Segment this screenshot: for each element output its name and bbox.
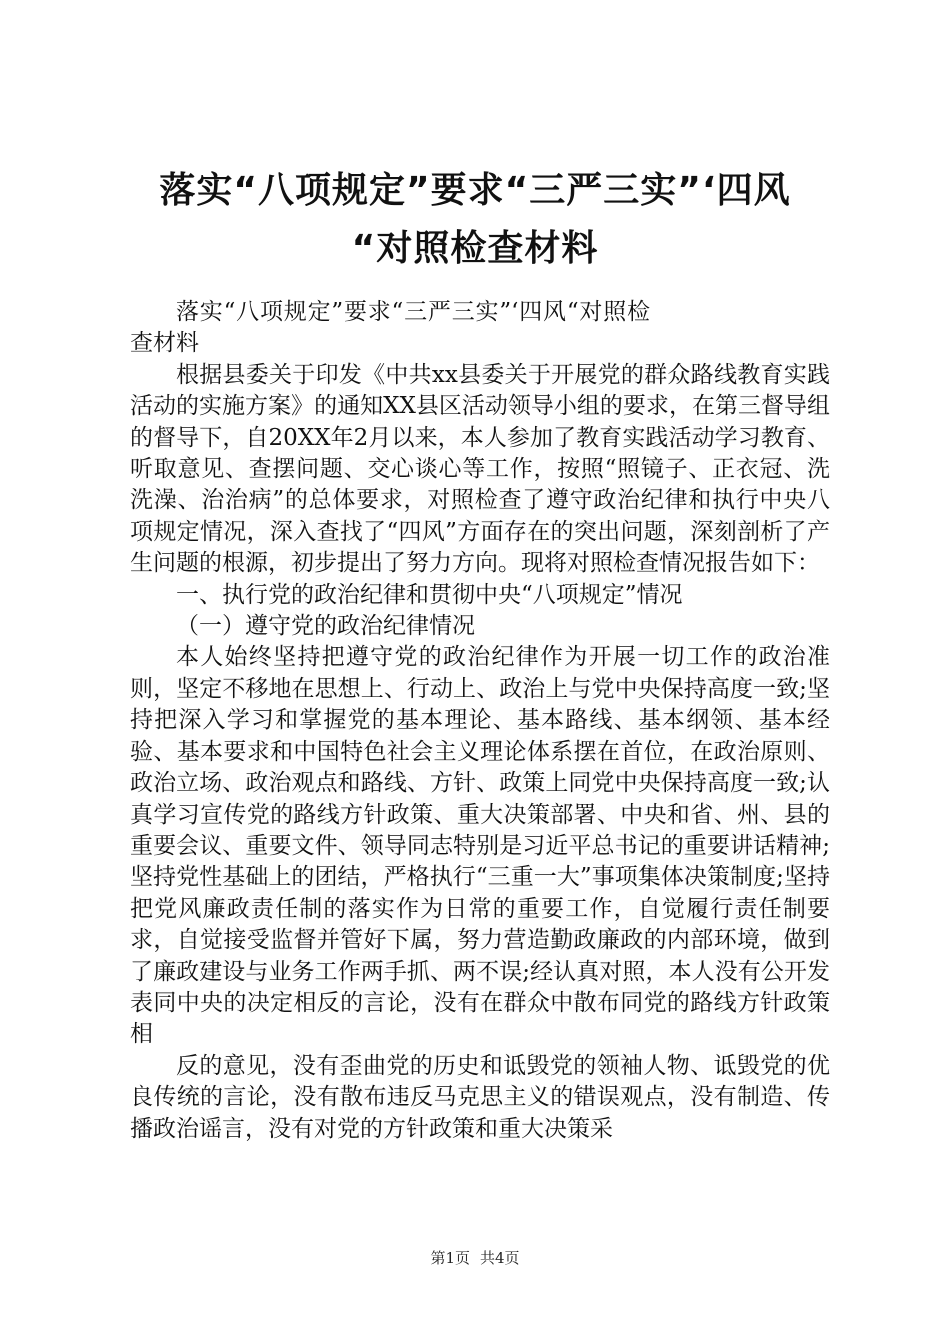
document-title-line-1: 落实“八项规定”要求“三严三实”‘四风 <box>159 170 791 211</box>
paragraph-body-continued: 反的意见，没有歪曲党的历史和诋毁党的领袖人物、诋毁党的优良传统的言论，没有散布违反马克思主义的错误观点，没有制造、传播政治谣言，没有对党的方针政策和重大决策采 <box>130 1052 830 1142</box>
paragraph-intro: 根据县委关于印发《中共xx县委关于开展党的群众路线教育实践活动的实施方案》的通知XX县区活动领导小组的要求，在第三督导组的督导下，自20XX年2月以来，本人参加了教育实践活动学习教育、听取意见、查摆问题、交心谈心等工作，按照“照镜子、正衣冠、洗洗澡、治治病”的总体要求，对照检查了遵守政治纪律和执行中央八项规定情况，深入查找了“四风”方面存在的突出问题，深刻剖析了产生问题的根源，初步提出了努力方向。现将对照检查情况报告如下： <box>130 361 830 577</box>
section-heading: 一、执行党的政治纪律和贯彻中央“八项规定”情况 <box>176 581 683 608</box>
document-title-line-2: “对照检查材料 <box>351 228 599 269</box>
document-body <box>130 297 830 1145</box>
paragraph-subtitle: 落实“八项规定”要求“三严三实”‘四风“对照检查材料 <box>130 299 650 357</box>
page-footer <box>0 1247 950 1268</box>
page-number: 第1页 <box>430 1249 470 1267</box>
subsection-heading: （一）遵守党的政治纪律情况 <box>176 613 475 640</box>
page-total: 共4页 <box>480 1249 520 1267</box>
paragraph-body: 本人始终坚持把遵守党的政治纪律作为开展一切工作的政治准则，坚定不移地在思想上、行动上、政治上与党中央保持高度一致;坚持把深入学习和掌握党的基本理论、基本路线、基本纲领、基本经验、基本要求和中国特色社会主义理论体系摆在首位，在政治原则、政治立场、政治观点和路线、方针、政策上同党中央保持高度一致;认真学习宣传党的路线方针政策、重大决策部署、中央和省、州、县的重要会议、重要文件、领导同志特别是习近平总书记的重要讲话精神;坚持党性基础上的团结，严格执行“三重一大”事项集体决策制度;坚持把党风廉政责任制的落实作为日常的重要工作，自觉履行责任制要求，自觉接受监督并管好下属，努力营造勤政廉政的内部环境，做到了廉政建设与业务工作两手抓、两不误;经认真对照，本人没有公开发表同中央的决定相反的言论，没有在群众中散布同党的路线方针政策相 <box>130 644 830 1048</box>
